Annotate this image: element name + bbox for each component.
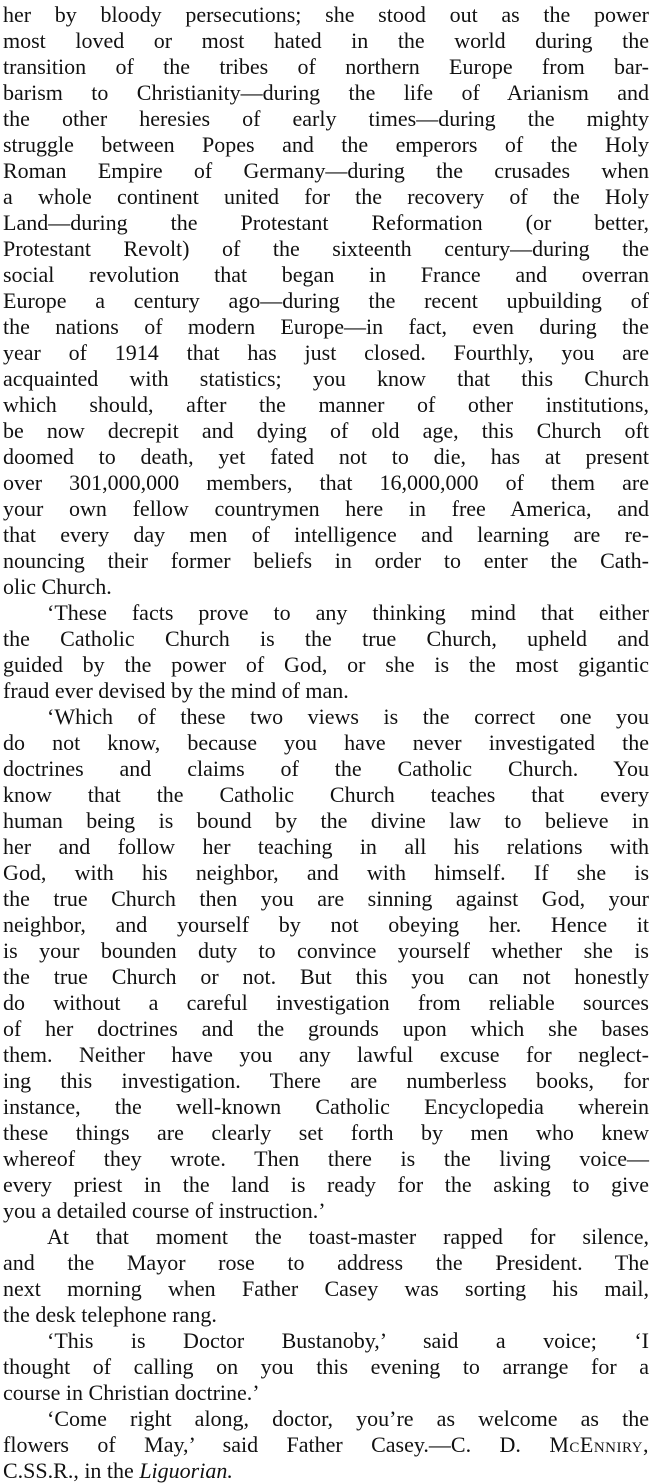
text-line: these things are clearly set forth by men who knew <box>3 1120 649 1145</box>
text-line: human being is bound by the divine law to believe in <box>3 808 649 833</box>
text-line: acquainted with statistics; you know that this Church <box>3 366 649 391</box>
text-line: do not know, because you have never investigated the <box>3 730 649 755</box>
paragraph-5 <box>3 1328 649 1406</box>
text-line: neighbor, and yourself by not obeying her. Hence it <box>3 912 649 937</box>
text-line: a whole continent united for the recovery of the Holy <box>3 184 649 209</box>
text-line: course in Christian doctrine.’ <box>3 1380 260 1405</box>
text-line: social revolution that began in France and overran <box>3 262 649 287</box>
signature-prefix: flowers of May,’ said Father Casey.—C. D. <box>3 1432 550 1457</box>
text-line: barism to Christianity—during the life of Arianism and <box>3 80 649 105</box>
text-line: the desk telephone rang. <box>3 1302 217 1327</box>
text-line: the Catholic Church is the true Church, upheld and <box>3 626 649 651</box>
text-line: At that moment the toast-master rapped for silence, <box>47 1224 649 1249</box>
text-line: which should, after the manner of other institutions, <box>3 392 649 417</box>
text-line: the other heresies of early times—during the mighty <box>3 106 649 131</box>
text-line: ‘This is Doctor Bustanoby,’ said a voice; ‘I <box>47 1328 649 1353</box>
text-line: Protestant Revolt) of the sixteenth century—during the <box>3 236 649 261</box>
text-line: her by bloody persecutions; she stood out as the power <box>3 2 649 27</box>
text-line: transition of the tribes of northern Europe from bar- <box>3 54 649 79</box>
source-prefix: C.SS.R., in the <box>3 1458 140 1483</box>
text-line: instance, the well-known Catholic Encyclopedia wherein <box>3 1094 649 1119</box>
paragraph-3 <box>3 704 649 1224</box>
paragraph-2 <box>3 600 649 704</box>
text-line: know that the Catholic Church teaches that every <box>3 782 649 807</box>
publication-name: Liguorian. <box>139 1458 233 1483</box>
signature-line <box>3 1432 649 1458</box>
text-line: the true Church then you are sinning against God, your <box>3 886 649 911</box>
source-line <box>3 1458 649 1484</box>
text-line: year of 1914 that has just closed. Fourthly, you are <box>3 340 649 365</box>
text-line: is your bounden duty to convince yourself whether she is <box>3 938 649 963</box>
paragraph-1 <box>3 2 649 600</box>
text-line: guided by the power of God, or she is the most gigantic <box>3 652 649 677</box>
text-line: fraud ever devised by the mind of man. <box>3 678 349 703</box>
text-line: of her doctrines and the grounds upon which she bases <box>3 1016 649 1041</box>
text-line: and the Mayor rose to address the President. The <box>3 1250 649 1275</box>
text-line: over 301,000,000 members, that 16,000,000 of them are <box>3 470 649 495</box>
author-name: McEnniry, <box>549 1432 649 1457</box>
text-line: Europe a century ago—during the recent upbuilding of <box>3 288 649 313</box>
text-line: doomed to death, yet fated not to die, has at present <box>3 444 649 469</box>
text-line: that every day men of intelligence and learning are re- <box>3 522 649 547</box>
text-line: whereof they wrote. Then there is the living voice— <box>3 1146 649 1171</box>
text-line: Roman Empire of Germany—during the crusades when <box>3 158 649 183</box>
text-line: ‘Come right along, doctor, you’re as welcome as the <box>47 1406 649 1431</box>
text-line: thought of calling on you this evening to arrange for a <box>3 1354 649 1379</box>
text-line: nouncing their former beliefs in order to enter the Cath- <box>3 548 649 573</box>
paragraph-4 <box>3 1224 649 1328</box>
text-line: ing this investigation. There are numberless books, for <box>3 1068 649 1093</box>
text-line: her and follow her teaching in all his relations with <box>3 834 649 859</box>
text-line: your own fellow countrymen here in free America, and <box>3 496 649 521</box>
text-line: them. Neither have you any lawful excuse for neglect- <box>3 1042 649 1067</box>
text-line: God, with his neighbor, and with himself. If she is <box>3 860 649 885</box>
text-line: the nations of modern Europe—in fact, even during the <box>3 314 649 339</box>
text-line: olic Church. <box>3 574 112 599</box>
text-line: you a detailed course of instruction.’ <box>3 1198 326 1223</box>
text-line: Land—during the Protestant Reformation (or better, <box>3 210 649 235</box>
paragraph-6 <box>3 1406 649 1484</box>
text-line: do without a careful investigation from reliable sources <box>3 990 649 1015</box>
text-line: be now decrepit and dying of old age, this Church oft <box>3 418 649 443</box>
text-line: struggle between Popes and the emperors of the Holy <box>3 132 649 157</box>
article-page <box>3 2 649 1484</box>
text-line: doctrines and claims of the Catholic Church. You <box>3 756 649 781</box>
text-line: ‘These facts prove to any thinking mind that either <box>47 600 649 625</box>
text-line: every priest in the land is ready for the asking to give <box>3 1172 649 1197</box>
text-line: the true Church or not. But this you can not honestly <box>3 964 649 989</box>
text-line: ‘Which of these two views is the correct one you <box>47 704 649 729</box>
text-line: next morning when Father Casey was sorting his mail, <box>3 1276 649 1301</box>
text-line: most loved or most hated in the world during the <box>3 28 649 53</box>
